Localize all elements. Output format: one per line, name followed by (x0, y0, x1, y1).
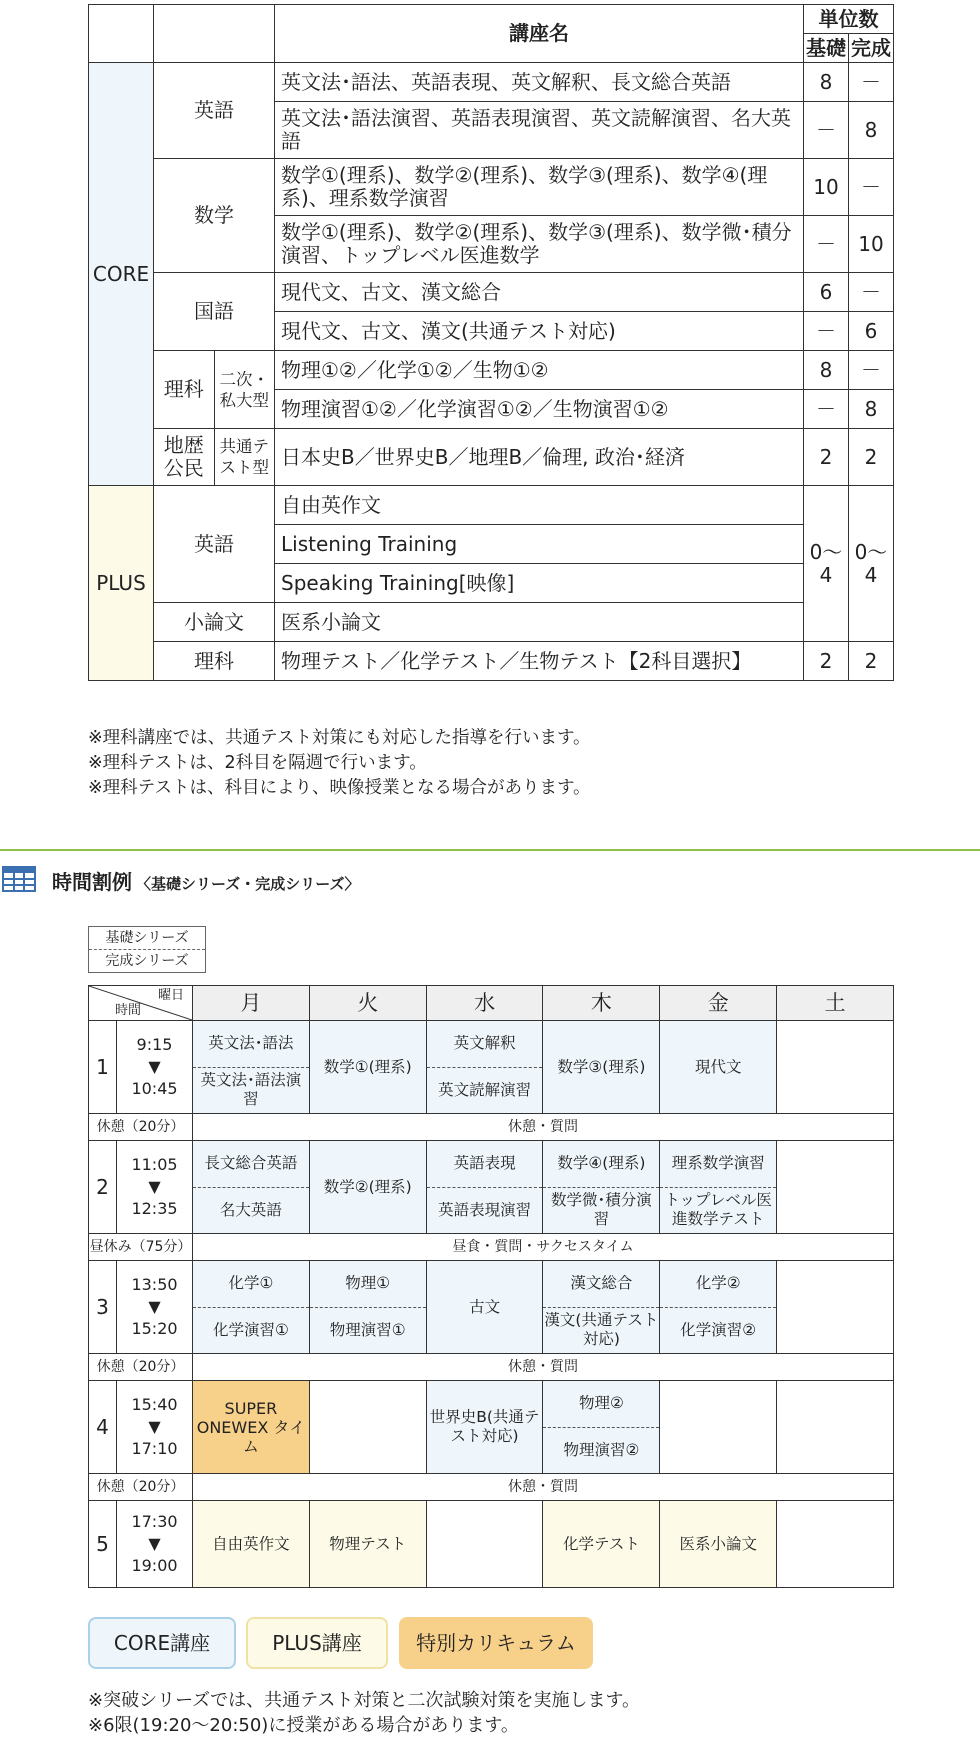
period-time (117, 1021, 193, 1114)
cell-fri-1: 現代文 (660, 1021, 777, 1114)
cell-thu-2 (543, 1141, 660, 1234)
period-number: 3 (89, 1261, 117, 1354)
corner-cell (89, 986, 193, 1021)
history-label-1: 地歴 (163, 433, 204, 457)
course-row-12: Speaking Training[映像] (275, 564, 804, 603)
cell-fri-4 (660, 1381, 777, 1474)
course-row-8: 物理演習①②／化学演習①②／生物演習①② (275, 390, 804, 429)
table-icon (2, 866, 36, 892)
cell-tue-5: 物理テスト (309, 1501, 426, 1588)
subject-english: 英語 (154, 63, 275, 159)
timetable (88, 985, 894, 1588)
end-time: 12:35 (131, 1199, 178, 1218)
day-tue: 火 (309, 986, 426, 1021)
header-course-name: 講座名 (275, 5, 804, 63)
break-label: 休憩（20分） (89, 1114, 193, 1141)
arrow-icon: ▼ (148, 1177, 161, 1196)
subject-japanese: 国語 (154, 273, 275, 351)
units-complete: 6 (849, 312, 894, 351)
cell-fri-3 (660, 1261, 777, 1354)
header-blank (89, 5, 154, 63)
break-content: 昼食・質問・サクセスタイム (193, 1234, 894, 1261)
period-time (117, 1381, 193, 1474)
science-type: 二次・私大型 (214, 351, 275, 429)
cell-wed-1 (426, 1021, 543, 1114)
units-basic: 6 (804, 273, 849, 312)
units-complete: － (849, 351, 894, 390)
course-row-3: 数学①(理系)、数学②(理系)、数学③(理系)、数学④(理系)、理系数学演習 (275, 159, 804, 216)
class-b: 化学演習① (193, 1307, 309, 1354)
period-time (117, 1501, 193, 1588)
class-b: 化学演習② (660, 1307, 776, 1354)
class-a: 化学② (695, 1274, 741, 1293)
arrow-icon: ▼ (148, 1534, 161, 1553)
class-a: 英語表現 (453, 1154, 516, 1173)
plus-label: PLUS (89, 486, 154, 681)
cell-sat-1 (777, 1021, 894, 1114)
units-basic: － (804, 390, 849, 429)
cell-thu-1: 数学③(理系) (543, 1021, 660, 1114)
subject-math: 数学 (154, 159, 275, 273)
class-b: 英語表現演習 (427, 1187, 543, 1234)
legend-plus: PLUS講座 (246, 1617, 388, 1669)
day-sat: 土 (777, 986, 894, 1021)
course-row-6: 現代文、古文、漢文(共通テスト対応) (275, 312, 804, 351)
class-b: 英文法･語法演習 (193, 1067, 309, 1114)
units-basic: － (804, 102, 849, 159)
course-table (88, 4, 894, 681)
class-a: 物理① (345, 1274, 391, 1293)
units-complete: 2 (849, 642, 894, 681)
day-thu: 木 (543, 986, 660, 1021)
class-a: 長文総合英語 (204, 1154, 298, 1173)
footer-note: ※突破シリーズでは、共通テスト対策と二次試験対策を実施します。 (88, 1690, 641, 1711)
plus-range-basic: 0～4 (804, 486, 849, 642)
class-b: 名大英語 (193, 1187, 309, 1234)
cell-sat-5 (777, 1501, 894, 1588)
class-b: トップレベル医進数学テスト (660, 1187, 776, 1234)
start-time: 17:30 (131, 1512, 178, 1531)
day-mon: 月 (193, 986, 310, 1021)
units-complete: － (849, 273, 894, 312)
cell-mon-3 (193, 1261, 310, 1354)
course-row-11: Listening Training (275, 525, 804, 564)
cell-wed-3: 古文 (426, 1261, 543, 1354)
core-label: CORE (89, 63, 154, 486)
end-time: 15:20 (131, 1319, 178, 1338)
subject-science: 理科 (154, 351, 215, 429)
class-a: 化学① (228, 1274, 274, 1293)
period-number: 2 (89, 1141, 117, 1234)
course-row-4: 数学①(理系)、数学②(理系)、数学③(理系)、数学微･積分演習、トップレベル医進数学 (275, 216, 804, 273)
break-label: 休憩（20分） (89, 1354, 193, 1381)
units-basic: － (804, 216, 849, 273)
break-label: 休憩（20分） (89, 1474, 193, 1501)
cell-thu-4 (543, 1381, 660, 1474)
units-basic: 8 (804, 351, 849, 390)
cell-wed-2 (426, 1141, 543, 1234)
cell-tue-1: 数学①(理系) (309, 1021, 426, 1114)
class-b: 物理演習① (310, 1307, 426, 1354)
break-content: 休憩・質問 (193, 1354, 894, 1381)
class-a: 英文解釈 (453, 1034, 516, 1053)
units-complete: 8 (849, 102, 894, 159)
cell-thu-3 (543, 1261, 660, 1354)
start-time: 9:15 (136, 1035, 173, 1054)
units-complete: － (849, 63, 894, 102)
break-content: 休憩・質問 (193, 1114, 894, 1141)
units-basic: 2 (804, 429, 849, 486)
timetable-title (52, 866, 360, 895)
break-label: 昼休み（75分） (89, 1234, 193, 1261)
break-content: 休憩・質問 (193, 1474, 894, 1501)
corner-day-label: 曜日 (157, 988, 184, 1003)
history-label-2: 公民 (163, 456, 204, 480)
course-row-10: 自由英作文 (275, 486, 804, 525)
header-complete: 完成 (849, 34, 894, 63)
arrow-icon: ▼ (148, 1297, 161, 1316)
footer-note: ※6限(19:20～20:50)に授業がある場合があります。 (88, 1715, 519, 1736)
cell-mon-5: 自由英作文 (193, 1501, 310, 1588)
cell-sat-3 (777, 1261, 894, 1354)
footer-notes (88, 1688, 640, 1738)
notes (88, 726, 591, 801)
course-row-1: 英文法･語法、英語表現、英文解釈、長文総合英語 (275, 63, 804, 102)
course-row-7: 物理①②／化学①②／生物①② (275, 351, 804, 390)
title-text: 時間割例 (52, 870, 132, 894)
units-complete: 8 (849, 390, 894, 429)
start-time: 11:05 (131, 1155, 178, 1174)
cell-tue-4 (309, 1381, 426, 1474)
cell-wed-5 (426, 1501, 543, 1588)
legend-special: 特別カリキュラム (399, 1617, 593, 1669)
period-time (117, 1261, 193, 1354)
plus-subject-science: 理科 (154, 642, 275, 681)
class-b: 漢文(共通テスト対応) (543, 1307, 659, 1354)
end-time: 19:00 (131, 1556, 178, 1575)
course-row-9: 日本史B／世界史B／地理B／倫理, 政治･経済 (275, 429, 804, 486)
class-b: 数学微･積分演習 (543, 1187, 659, 1234)
class-a: 英文法･語法 (208, 1034, 294, 1053)
units-complete: － (849, 159, 894, 216)
period-number: 1 (89, 1021, 117, 1114)
period-time (117, 1141, 193, 1234)
subject-history (154, 429, 215, 486)
day-wed: 水 (426, 986, 543, 1021)
arrow-icon: ▼ (148, 1417, 161, 1436)
plus-subject-english: 英語 (154, 486, 275, 603)
series-legend (88, 926, 206, 973)
class-b: 物理演習② (543, 1427, 659, 1474)
note-line: ※理科テストは、科目により、映像授業となる場合があります。 (88, 778, 591, 798)
arrow-icon: ▼ (148, 1057, 161, 1076)
header-blank-2 (154, 5, 275, 63)
series-basic: 基礎シリーズ (105, 930, 189, 946)
cell-thu-5: 化学テスト (543, 1501, 660, 1588)
units-complete: 2 (849, 429, 894, 486)
subtitle-text: 〈基礎シリーズ・完成シリーズ〉 (136, 875, 360, 893)
end-time: 17:10 (131, 1439, 178, 1458)
cell-tue-2: 数学②(理系) (309, 1141, 426, 1234)
start-time: 15:40 (131, 1395, 178, 1414)
class-a: 漢文総合 (570, 1274, 633, 1293)
units-complete: 10 (849, 216, 894, 273)
legend-core: CORE講座 (88, 1617, 236, 1669)
cell-wed-4: 世界史B(共通テスト対応) (426, 1381, 543, 1474)
class-a: 理系数学演習 (671, 1154, 765, 1173)
history-type: 共通テスト型 (214, 429, 275, 486)
class-b: 英文読解演習 (427, 1067, 543, 1114)
cell-mon-1 (193, 1021, 310, 1114)
course-row-13: 医系小論文 (275, 603, 804, 642)
class-a: 物理② (578, 1394, 624, 1413)
units-basic: 8 (804, 63, 849, 102)
section-divider (0, 849, 980, 851)
units-basic: 2 (804, 642, 849, 681)
cell-fri-2 (660, 1141, 777, 1234)
cell-mon-4: SUPER ONEWEX タイム (193, 1381, 310, 1474)
subject-essay: 小論文 (154, 603, 275, 642)
period-number: 5 (89, 1501, 117, 1588)
plus-range-complete: 0～4 (849, 486, 894, 642)
period-number: 4 (89, 1381, 117, 1474)
cell-mon-2 (193, 1141, 310, 1234)
note-line: ※理科テストは、2科目を隔週で行います。 (88, 753, 427, 773)
series-complete: 完成シリーズ (89, 949, 205, 972)
class-a: 数学④(理系) (557, 1154, 646, 1173)
cell-tue-3 (309, 1261, 426, 1354)
cell-fri-5: 医系小論文 (660, 1501, 777, 1588)
start-time: 13:50 (131, 1275, 178, 1294)
header-units: 単位数 (804, 5, 894, 34)
corner-time-label: 時間 (115, 1003, 142, 1018)
units-basic: － (804, 312, 849, 351)
end-time: 10:45 (131, 1079, 178, 1098)
day-fri: 金 (660, 986, 777, 1021)
cell-sat-4 (777, 1381, 894, 1474)
header-basic: 基礎 (804, 34, 849, 63)
units-basic: 10 (804, 159, 849, 216)
cell-sat-2 (777, 1141, 894, 1234)
note-line: ※理科講座では、共通テスト対策にも対応した指導を行います。 (88, 728, 591, 748)
course-row-5: 現代文、古文、漢文総合 (275, 273, 804, 312)
course-row-2: 英文法･語法演習、英語表現演習、英文読解演習、名大英語 (275, 102, 804, 159)
course-row-14: 物理テスト／化学テスト／生物テスト【2科目選択】 (275, 642, 804, 681)
